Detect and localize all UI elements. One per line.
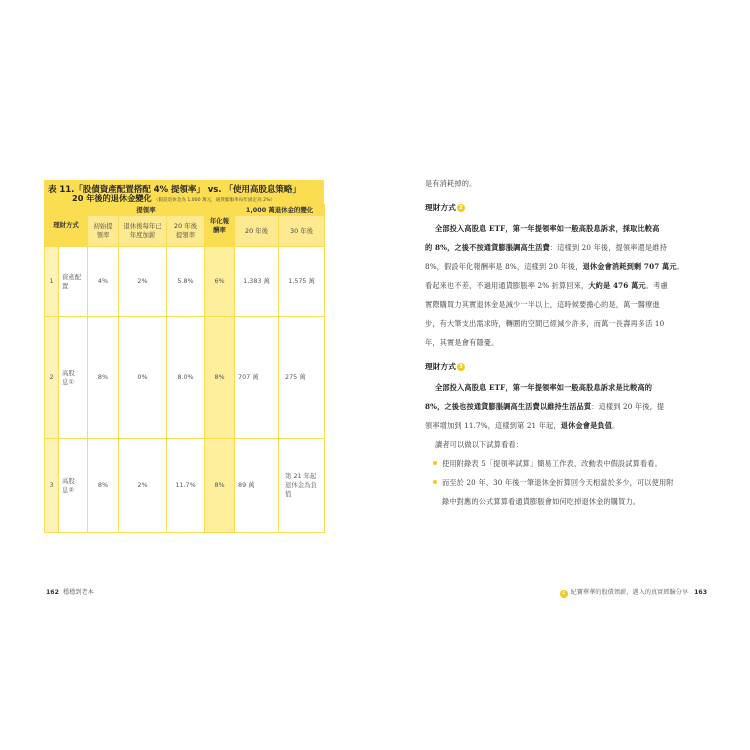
book-title: 穩穩到老本 xyxy=(62,589,94,596)
reader-line: 讀者可以做以下試算看看： xyxy=(435,440,524,449)
bullet-item xyxy=(433,459,662,469)
table-subtitle-text: 20 年後的退休金變化 xyxy=(72,193,152,203)
p2-text: 領率增加到 11.7%，這樣到第 21 年起， xyxy=(425,421,561,430)
table-row xyxy=(45,247,325,317)
heading-method-3 xyxy=(425,361,465,372)
bullet-item xyxy=(433,478,674,488)
retirement-table xyxy=(44,180,324,532)
row-initial: 8% xyxy=(88,439,119,533)
bullet-text: 使用附錄表 5「提領率試算」簡易工作表，改動表中假設試算看看。 xyxy=(442,459,662,468)
heading-text: 理財方式 xyxy=(425,203,456,212)
table-subtitle xyxy=(72,193,275,204)
bullet-dot-icon xyxy=(433,461,437,465)
row-index: 2 xyxy=(45,317,59,439)
data-table xyxy=(44,204,325,533)
p1-line: 全部投入高股息 ETF，第一年提領率如一般高股息訴求，採取比較高 xyxy=(435,224,660,233)
header-annual-return: 年化報酬率 xyxy=(205,205,235,247)
bullet-dot-icon xyxy=(433,480,437,484)
row-annual: 6% xyxy=(205,247,235,317)
table-title: 表 11.「股債資產配置搭配 4% 提領率」 vs. 「使用高股息策略」 xyxy=(48,185,301,195)
p2-line xyxy=(425,402,664,412)
table-note: （假設退休金為 1,000 萬元，通貨膨脹率每年固定為 2%） xyxy=(153,198,276,203)
p2-text: 。 xyxy=(612,421,620,430)
header-initial-rate: 初始提領率 xyxy=(88,216,119,247)
row-rate20: 8.0% xyxy=(167,317,205,439)
chapter-badge: 4 xyxy=(560,590,568,598)
p1-bold: 的 8%，之後不按通貨膨脹調高生活費 xyxy=(425,243,550,252)
p2-line xyxy=(425,421,619,431)
row-method: 高股息② xyxy=(59,439,88,533)
p1-line: 步，有大筆支出需求時，轉圜的空間已經減少許多，而萬一長壽再多活 10 xyxy=(425,319,665,328)
p1-line xyxy=(425,262,684,272)
bullet-continuation: 錄中對應的公式算算看通貨膨脹會如何吃掉退休金的購買力。 xyxy=(442,497,641,506)
header-20y-rate: 20 年後提領率 xyxy=(167,216,205,247)
p2-text: ：這樣到 20 年後，提 xyxy=(591,402,665,411)
p2-bold: 8%，之後也按通貨膨脹調高生活費以維持生活品質 xyxy=(425,402,592,411)
intro-line: 是有消耗掉的。 xyxy=(425,179,477,188)
p1-bold: 大約是 476 萬元 xyxy=(588,281,646,290)
page-number-right: 163 xyxy=(694,589,707,596)
page-number-left: 162 xyxy=(46,589,59,596)
p2-line: 全部投入高股息 ETF，第一年提領率如一般高股息訴求是比較高的 xyxy=(435,383,653,392)
p1-line: 實際購買力其實退休金是減少一半以上，這時候要擔心的是，萬一醫療進 xyxy=(425,300,660,309)
footer-right xyxy=(560,587,707,598)
row-rate20: 5.8% xyxy=(167,247,205,317)
row-initial: 8% xyxy=(88,317,119,439)
row-30y: 第 21 年起退休金為負值 xyxy=(279,439,325,533)
p1-bold: 退休金會消耗到剩 707 萬元 xyxy=(582,262,677,271)
chapter-title: 紀寶華華的股債領薪，邁入的真實經驗分享 xyxy=(570,589,689,596)
table-row xyxy=(45,439,325,533)
row-initial: 4% xyxy=(88,247,119,317)
row-30y: 275 萬 xyxy=(279,317,325,439)
header-withdraw-rate: 提領率 xyxy=(88,205,205,216)
row-20y: 1,383 萬 xyxy=(235,247,279,317)
row-20y: 89 萬 xyxy=(235,439,279,533)
bullet-text: 而至於 20 年、30 年後一筆退休金折算回今天相當於多少，可以使用附 xyxy=(442,478,674,487)
row-method: 高股息① xyxy=(59,317,88,439)
row-adjust: 0% xyxy=(119,317,167,439)
row-rate20: 11.7% xyxy=(167,439,205,533)
p1-line xyxy=(425,243,667,253)
heading-method-2 xyxy=(425,202,465,213)
row-method: 資產配置 xyxy=(59,247,88,317)
number-badge: 2 xyxy=(457,204,465,212)
header-method: 理財方式 xyxy=(45,205,88,247)
row-adjust: 2% xyxy=(119,247,167,317)
row-index: 3 xyxy=(45,439,59,533)
row-30y: 1,575 萬 xyxy=(279,247,325,317)
p1-text: ：這樣到 20 年後，提領率還是維持 xyxy=(549,243,667,252)
row-20y: 707 萬 xyxy=(235,317,279,439)
number-badge: 3 xyxy=(457,363,465,371)
p1-text: 8%，假設年化報酬率是 8%，這樣到 20 年後， xyxy=(425,262,583,271)
row-index: 1 xyxy=(45,247,59,317)
header-change: 1,000 萬退休金的變化 xyxy=(235,205,325,216)
p1-text: 。考慮 xyxy=(645,281,668,290)
right-page-text xyxy=(425,0,705,600)
p1-text: 看起來也不差，不過用通貨膨脹率 2% 折算回來， xyxy=(425,281,589,290)
table-title-area xyxy=(44,180,324,204)
p1-line xyxy=(425,281,668,291)
p1-line: 年，其實是會有隱憂。 xyxy=(425,338,499,347)
header-adjust: 退休後每年已年度加薪 xyxy=(119,216,167,247)
p2-bold: 退休金會是負值 xyxy=(560,421,613,430)
row-annual: 8% xyxy=(205,439,235,533)
p1-text: 。 xyxy=(676,262,685,271)
footer-left xyxy=(46,587,94,596)
row-annual: 8% xyxy=(205,317,235,439)
header-30y: 30 年後 xyxy=(279,216,325,247)
table-row xyxy=(45,317,325,439)
header-20y: 20 年後 xyxy=(235,216,279,247)
heading-text: 理財方式 xyxy=(425,362,456,371)
row-adjust: 2% xyxy=(119,439,167,533)
